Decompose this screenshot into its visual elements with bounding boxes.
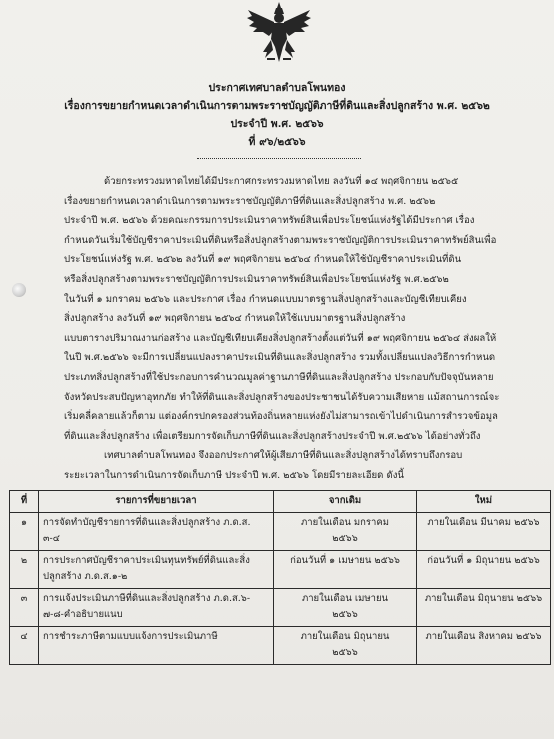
table-header-row xyxy=(10,491,551,513)
row-number: ๓ xyxy=(10,589,39,627)
garuda-emblem-icon xyxy=(245,0,313,64)
paragraph-line: เทศบาลตำบลโพนทอง จึงออกประกาศให้ผู้เสียภาษีที่ดินและสิ่งปลูกสร้างได้ทราบถึงกรอบ xyxy=(104,450,463,461)
row-from xyxy=(274,513,417,551)
paragraph-line: เรื่องขยายกำหนดเวลาดำเนินการตามพระราชบัญญัติภาษีที่ดินและสิ่งปลูกสร้าง พ.ศ. ๒๕๖๒ xyxy=(64,195,436,207)
row-from-line: ๒๕๖๖ xyxy=(332,647,358,658)
row-new: ก่อนวันที่ ๑ มิถุนายน ๒๕๖๖ xyxy=(417,551,551,589)
paragraph-line: จังหวัดประสบปัญหาอุทกภัย ทำให้ที่ดินและสิ่งปลูกสร้างของประชาชนได้รับความเสียหาย แม้สถานการณ์จะ xyxy=(64,391,500,403)
row-from-line: ภายในเดือน มิถุนายน xyxy=(300,631,390,642)
row-number: ๔ xyxy=(10,627,39,665)
binder-hole xyxy=(12,283,26,297)
row-item xyxy=(39,589,274,627)
paragraph-2 xyxy=(64,446,462,485)
row-item-line: การประกาศบัญชีราคาประเมินทุนทรัพย์ที่ดินและสิ่ง xyxy=(43,555,250,566)
row-item-line: ปลูกสร้าง ภ.ด.ส.๑-๒ xyxy=(43,571,128,582)
announcement-number: ที่ ๙๖/๒๕๖๖ xyxy=(248,136,306,148)
column-header-from: จากเดิม xyxy=(274,491,417,513)
column-header-new: ใหม่ xyxy=(417,491,551,513)
row-new: ภายในเดือน สิงหาคม ๒๕๖๖ xyxy=(417,627,551,665)
row-new: ภายในเดือน มิถุนายน ๒๕๖๖ xyxy=(417,589,551,627)
row-from xyxy=(274,627,417,665)
table-row xyxy=(10,513,551,551)
row-from-line: ๒๕๖๖ xyxy=(332,533,358,544)
announcement-subject: เรื่องการขยายกำหนดเวลาดำเนินการตามพระราชบัญญัติภาษีที่ดินและสิ่งปลูกสร้าง พ.ศ. ๒๕๖๒ xyxy=(64,100,490,112)
row-from-line: ภายในเดือน มกราคม xyxy=(300,517,389,528)
table-row xyxy=(10,551,551,589)
table-row xyxy=(10,589,551,627)
row-item xyxy=(39,627,274,665)
row-number: ๒ xyxy=(10,551,39,589)
row-item-line: ๗-๘-คำอธิบายแนบ xyxy=(43,609,123,620)
paragraph-line: ประโยชน์แห่งรัฐ พ.ศ. ๒๕๖๒ ลงวันที่ ๑๙ พฤศจิกายน ๒๕๖๔ กำหนดให้ใช้บัญชีราคาประเมินที่ดิน xyxy=(64,254,462,266)
paragraph-line: กำหนดวันเริ่มใช้บัญชีราคาประเมินที่ดินหรือสิ่งปลูกสร้างตามพระราชบัญญัติการประเมินราคาทรัพย์สินเพื่อ xyxy=(64,234,497,246)
row-from-line: ก่อนวันที่ ๑ เมษายน ๒๕๖๖ xyxy=(290,555,400,566)
paragraph-line: แบบตารางปริมาณงานก่อสร้าง และบัญชีเทียบเคียงสิ่งปลูกสร้างตั้งแต่วันที่ ๑๙ พฤศจิกายน ๒๕๖๔ ส่งผลให้ xyxy=(64,332,497,344)
column-header-no: ที่ xyxy=(10,491,39,513)
paragraph-line: ระยะเวลาในการดำเนินการจัดเก็บภาษี ประจำปี พ.ศ. ๒๕๖๖ โดยมีรายละเอียด ดังนี้ xyxy=(64,469,404,481)
table-row xyxy=(10,627,551,665)
column-header-item: รายการที่ขยายเวลา xyxy=(39,491,274,513)
row-from xyxy=(274,551,417,589)
announcement-year: ประจำปี พ.ศ. ๒๕๖๖ xyxy=(230,118,324,130)
row-item xyxy=(39,551,274,589)
row-new: ภายในเดือน มีนาคม ๒๕๖๖ xyxy=(417,513,551,551)
row-number: ๑ xyxy=(10,513,39,551)
paragraph-line: สิ่งปลูกสร้าง ลงวันที่ ๑๙ พฤศจิกายน ๒๕๖๔ กำหนดให้ใช้แบบมาตรฐานสิ่งปลูกสร้าง xyxy=(64,313,406,325)
paragraph-line: ด้วยกระทรวงมหาดไทยได้มีประกาศกระทรวงมหาดไทย ลงวันที่ ๑๔ พฤศจิกายน ๒๕๖๕ xyxy=(104,176,459,187)
row-item-line: การจัดทำบัญชีรายการที่ดินและสิ่งปลูกสร้าง ภ.ด.ส. xyxy=(43,517,251,528)
paragraph-line: เริ่มคลี่คลายแล้วก็ตาม แต่องค์กรปกครองส่วนท้องถิ่นหลายแห่งยังไม่สามารถเข้าไปดำเนินการสำรวจข้อมูล xyxy=(64,411,498,423)
paragraph-line: ในวันที่ ๑ มกราคม ๒๕๖๖ และประกาศ เรื่อง กำหนดแบบมาตรฐานสิ่งปลูกสร้างและบัญชีเทียบเคียง xyxy=(64,293,467,305)
announcement-org: ประกาศเทศบาลตำบลโพนทอง xyxy=(208,82,346,94)
extension-table xyxy=(9,490,551,665)
row-item-line: การชำระภาษีตามแบบแจ้งการประเมินภาษี xyxy=(43,631,218,642)
paragraph-1 xyxy=(64,172,499,446)
row-item-line: การแจ้งประเมินภาษีที่ดินและสิ่งปลูกสร้าง ภ.ด.ส.๖- xyxy=(43,593,251,604)
row-item-line: ๓-๔ xyxy=(43,533,60,544)
row-from-line: ๒๕๖๖ xyxy=(332,609,358,620)
paragraph-line: ที่ดินและสิ่งปลูกสร้าง เพื่อเตรียมการจัดเก็บภาษีที่ดินและสิ่งปลูกสร้างประจำปี พ.ศ.๒๕๖๖ ได้อย่างทั่วถึง xyxy=(64,430,481,442)
paragraph-line: ในปี พ.ศ.๒๕๖๖ จะมีการเปลี่ยนแปลงราคาประเมินที่ดินและสิ่งปลูกสร้าง รวมทั้งเปลี่ยนแปลงวิธีการกำหนด xyxy=(64,352,496,364)
paragraph-line: ประเภทสิ่งปลูกสร้างที่ใช้ประกอบการคำนวณมูลค่าฐานภาษีที่ดินและสิ่งปลูกสร้าง ประกอบกับปัจจุบันหลาย xyxy=(64,371,494,383)
paragraph-line: ประจำปี พ.ศ. ๒๕๖๖ ด้วยคณะกรรมการประเมินราคาทรัพย์สินเพื่อประโยชน์แห่งรัฐได้มีประกาศ เรื่อง xyxy=(64,215,475,227)
row-from-line: ภายในเดือน เมษายน xyxy=(301,593,389,604)
dotted-divider xyxy=(197,158,361,159)
row-from xyxy=(274,589,417,627)
paragraph-line: หรือสิ่งปลูกสร้างตามพระราชบัญญัติการประเมินราคาทรัพย์สินเพื่อประโยชน์แห่งรัฐ พ.ศ.๒๕๖๒ xyxy=(64,273,449,285)
row-item xyxy=(39,513,274,551)
